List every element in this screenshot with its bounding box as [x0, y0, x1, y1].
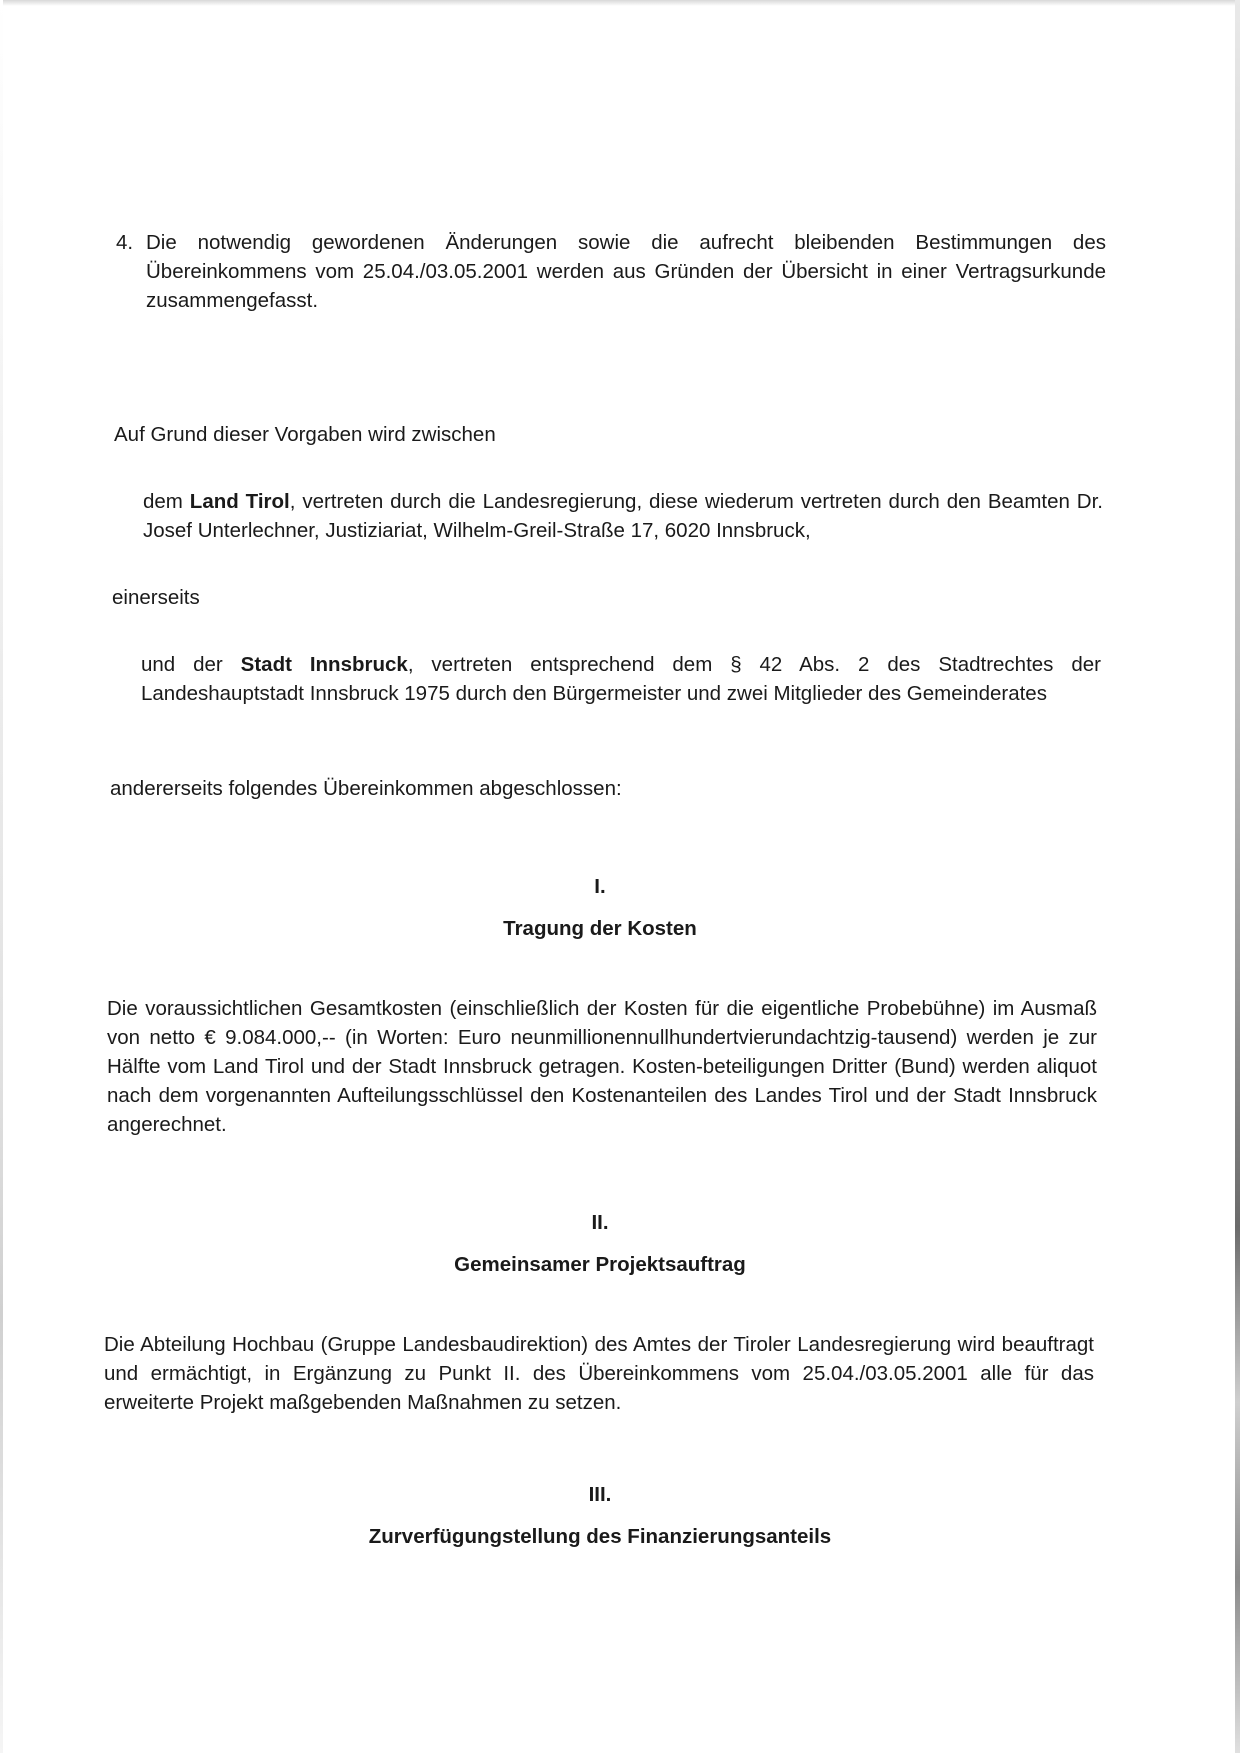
section-3-numeral: III. — [588, 1483, 612, 1506]
scan-edge-right — [1235, 0, 1240, 1753]
einerseits-label: einerseits — [112, 586, 200, 609]
party-land-tirol — [143, 487, 1103, 545]
item-4-text: Die notwendig gewordenen Änderungen sowie die aufrecht bleibenden Bestimmungen des Übereinkommens vom 25.04./03.05.2001 werden aus Gründen der Übersicht in einer Vertragsurkunde zusammengefasst. — [146, 231, 1106, 312]
section-1-numeral: I. — [594, 875, 606, 898]
item-4-number: 4. — [116, 231, 134, 254]
item-4 — [116, 228, 1106, 315]
section-2-text: Die Abteilung Hochbau (Gruppe Landesbaudirektion) des Amtes der Tiroler Landesregierung wird beauftragt und ermächtigt, in Ergänzung zu Punkt II. des Übereinkommens vom 25.04./03.05.2001 alle für das erweiterte Projekt maßgebenden Maßnahmen zu setzen. — [104, 1333, 1094, 1414]
party-2-prefix: und der — [141, 653, 241, 676]
party-1-name: Land Tirol — [189, 490, 290, 513]
section-1-text: Die voraussichtlichen Gesamtkosten (einschließlich der Kosten für die eigentliche Probebühne) im Ausmaß von netto € 9.084.000,-- (in Worten: Euro neunmillionennullhundertvierundachtzig-tausend) werden je zur Hälfte vom Land Tirol und der Stadt Innsbruck getragen. Kosten-beteiligungen Dritter (Bund) werden aliquot nach dem vorgenannten Aufteilungsschlüssel den Kostenanteilen des Landes Tirol und der Stadt Innsbruck angerechnet. — [107, 997, 1097, 1136]
section-1-title: Tragung der Kosten — [503, 917, 697, 940]
party-stadt-innsbruck — [141, 650, 1101, 708]
section-2-title: Gemeinsamer Projektsauftrag — [454, 1253, 746, 1276]
party-1-rest: , vertreten durch die Landesregierung, diese wiederum vertreten durch den Beamten Dr. Josef Unterlechner, Justiziariat, Wilhelm-Greil-Straße 17, 6020 Innsbruck, — [143, 490, 1103, 542]
section-3-title: Zurverfügungstellung des Finanzierungsanteils — [368, 1525, 832, 1548]
section-2-numeral: II. — [591, 1211, 609, 1234]
party-1-prefix: dem — [143, 490, 190, 513]
intro-line: Auf Grund dieser Vorgaben wird zwischen — [114, 423, 496, 446]
andererseits-line: andererseits folgendes Übereinkommen abgeschlossen: — [110, 777, 622, 800]
party-2-rest: , vertreten entsprechend dem § 42 Abs. 2 des Stadtrechtes der Landeshauptstadt Innsbruck 1975 durch den Bürgermeister und zwei Mitglieder des Gemeinderates — [141, 653, 1101, 705]
scan-edge-top — [0, 0, 1240, 6]
party-2-name: Stadt Innsbruck — [240, 653, 408, 676]
